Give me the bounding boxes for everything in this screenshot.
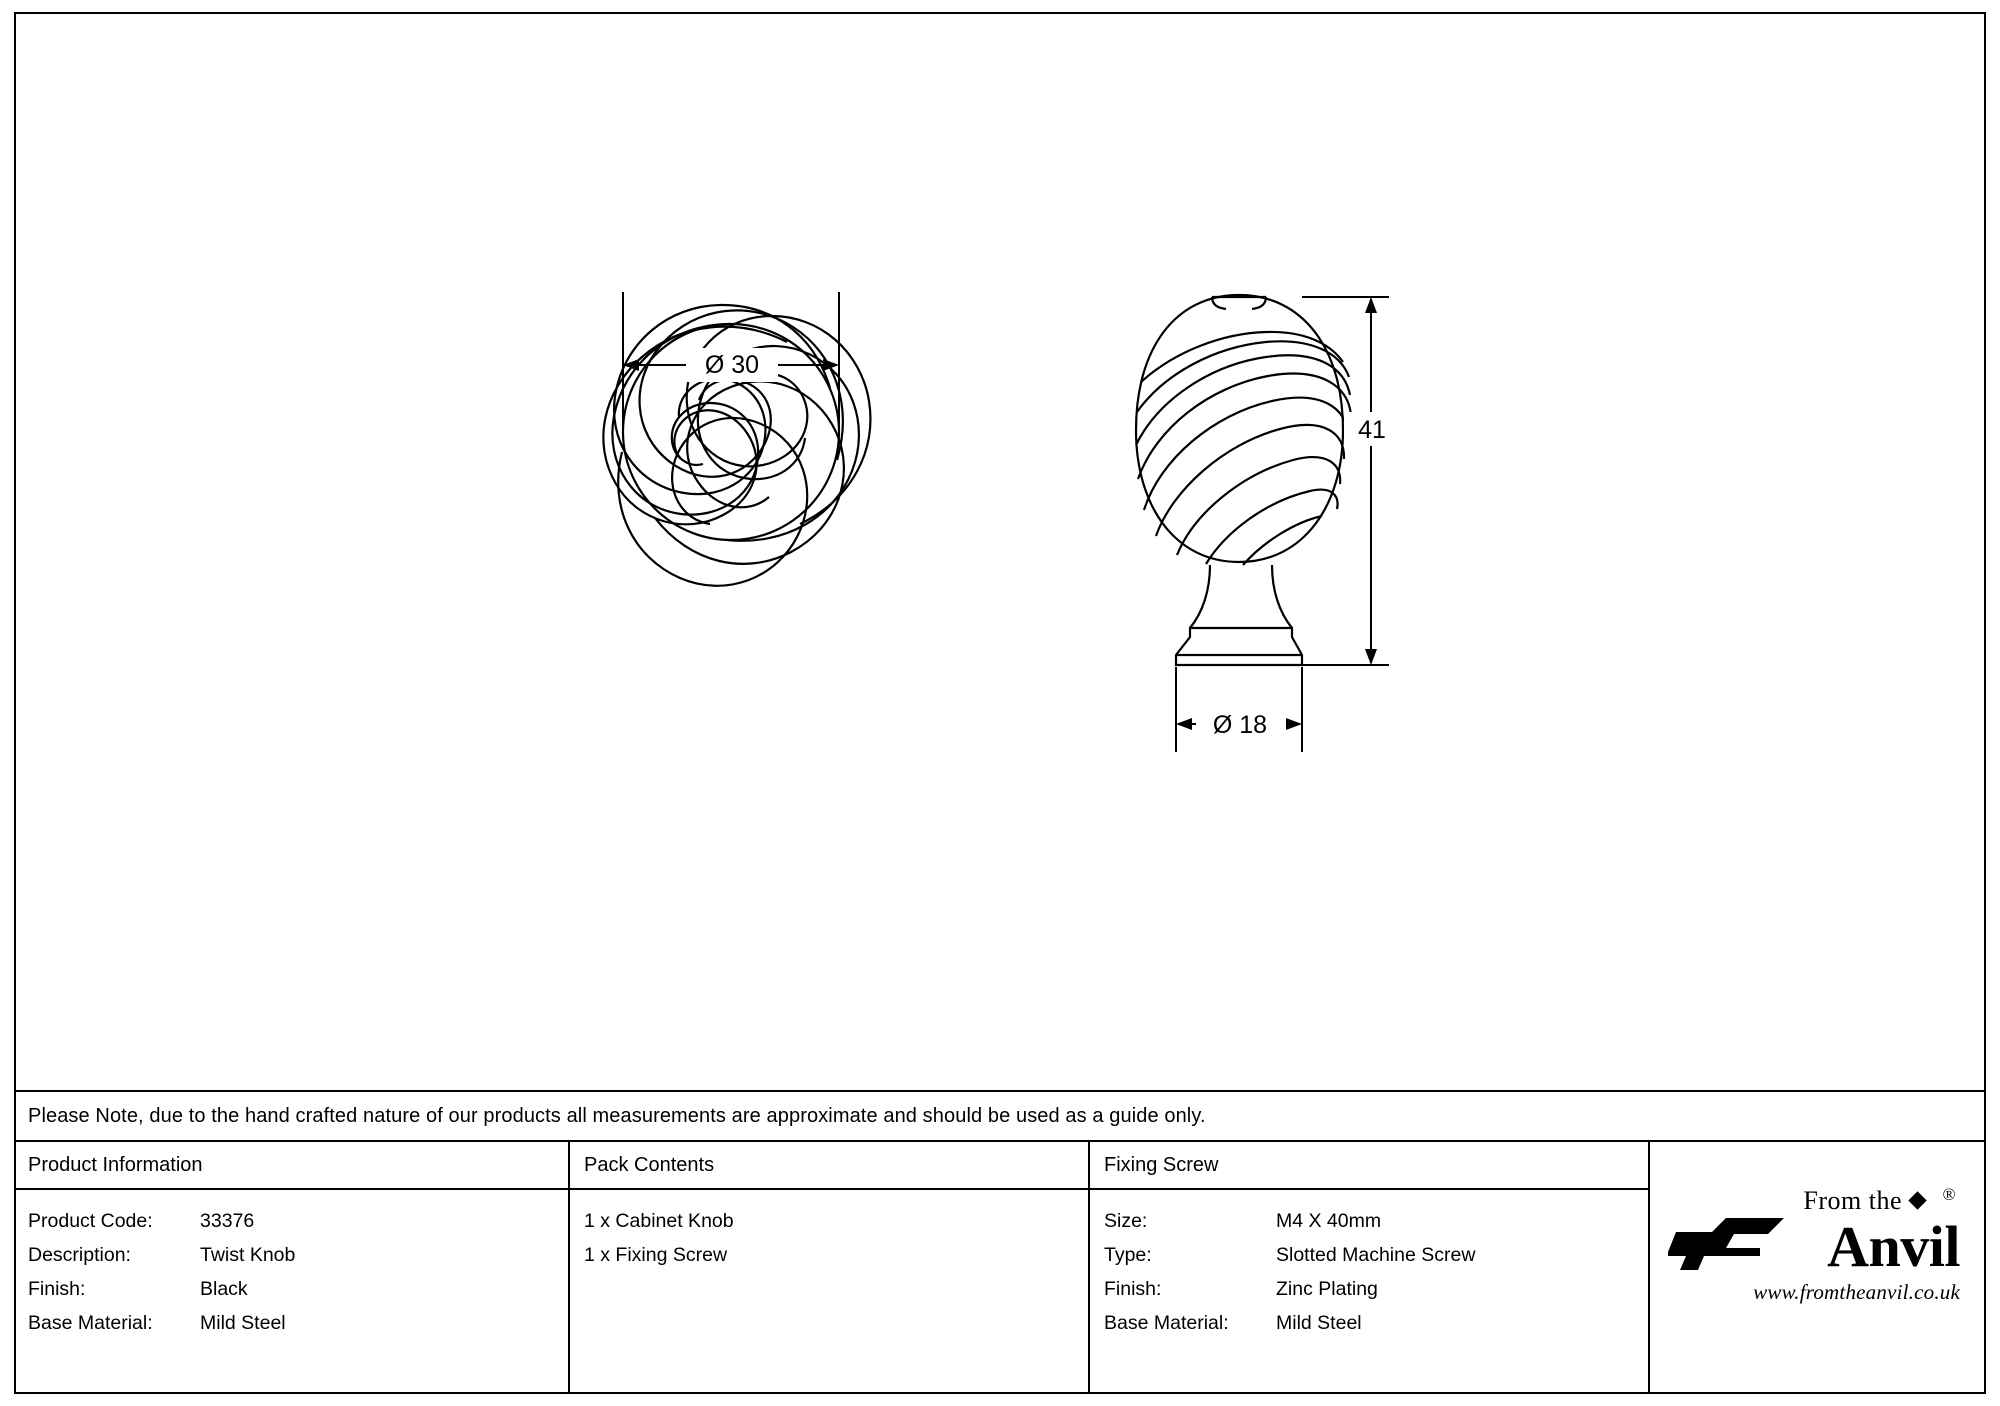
product-code-value: 33376 — [200, 1210, 255, 1232]
fixing-screw-column — [1090, 1142, 1650, 1394]
base-material-label: Base Material: — [28, 1312, 153, 1334]
logo-url-text: www.fromtheanvil.co.uk — [1753, 1280, 1960, 1304]
table-row — [28, 1204, 568, 1238]
registered-trademark-icon: ® — [1942, 1185, 1956, 1204]
dimension-top-width-label: Ø 30 — [704, 351, 760, 379]
logo-from-the-text: From the — [1803, 1186, 1902, 1215]
twist-knob-side-view — [1136, 295, 1351, 665]
description-label: Description: — [28, 1244, 131, 1266]
dimension-base-width-label: Ø 18 — [1212, 711, 1268, 739]
brand-logo — [1650, 1142, 1982, 1394]
screw-base-material-label: Base Material: — [1104, 1312, 1229, 1334]
note-row — [14, 1090, 1986, 1140]
logo-brand-text: Anvil — [1827, 1214, 1960, 1279]
pack-contents-column — [570, 1142, 1090, 1394]
info-table — [14, 1140, 1986, 1394]
base-material-value: Mild Steel — [200, 1312, 286, 1334]
note-text: Please Note, due to the hand crafted nature of our products all measurements are approximate and should be used as a guide only. — [28, 1104, 1206, 1127]
dimension-height-label: 41 — [1358, 416, 1386, 444]
anvil-icon — [1664, 1212, 1794, 1274]
screw-finish-label: Finish: — [1104, 1278, 1162, 1300]
table-row — [1104, 1204, 1648, 1238]
screw-type-value: Slotted Machine Screw — [1276, 1244, 1476, 1266]
product-information-heading: Product Information — [14, 1142, 568, 1190]
fixing-screw-body — [1090, 1190, 1648, 1340]
table-row — [1104, 1306, 1648, 1340]
screw-size-label: Size: — [1104, 1210, 1148, 1232]
description-value: Twist Knob — [200, 1244, 296, 1266]
screw-type-label: Type: — [1104, 1244, 1152, 1266]
finish-label: Finish: — [28, 1278, 86, 1300]
dimension-height — [1302, 297, 1389, 665]
drawing-area — [14, 12, 1986, 1090]
screw-base-material-value: Mild Steel — [1276, 1312, 1362, 1334]
table-row — [1104, 1238, 1648, 1272]
fixing-screw-heading: Fixing Screw — [1090, 1142, 1648, 1190]
screw-size-value: M4 X 40mm — [1276, 1210, 1382, 1232]
list-item: 1 x Fixing Screw — [584, 1244, 728, 1266]
screw-finish-value: Zinc Plating — [1276, 1278, 1378, 1300]
table-row — [1104, 1272, 1648, 1306]
product-information-column — [14, 1142, 570, 1394]
pack-contents-body — [570, 1190, 1088, 1272]
table-row — [28, 1306, 568, 1340]
list-item: 1 x Cabinet Knob — [584, 1210, 734, 1232]
product-information-body — [14, 1190, 568, 1340]
twist-knob-front-view — [603, 305, 870, 586]
brand-logo-column — [1650, 1142, 1982, 1394]
product-code-label: Product Code: — [28, 1210, 153, 1232]
pack-contents-heading: Pack Contents — [570, 1142, 1088, 1190]
table-row — [28, 1238, 568, 1272]
technical-drawing-svg — [14, 12, 1986, 1090]
table-row — [28, 1272, 568, 1306]
finish-value: Black — [200, 1278, 248, 1300]
diamond-icon — [1908, 1191, 1926, 1209]
